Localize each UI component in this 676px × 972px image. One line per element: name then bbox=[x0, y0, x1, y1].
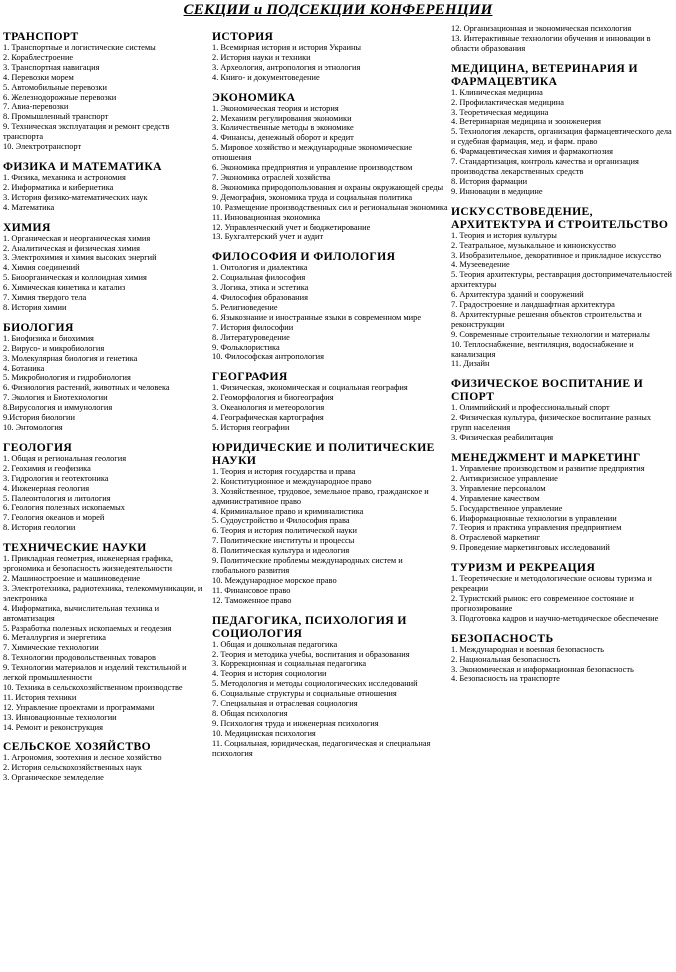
subsection-item: 8. Отраслевой маркетинг bbox=[451, 533, 541, 543]
subsection-item: 6. Экономика предприятия и управление производством bbox=[212, 163, 413, 173]
section-heading: МЕДИЦИНА, ВЕТЕРИНАРИЯ И ФАРМАЦЕВТИКА bbox=[451, 61, 638, 88]
subsection-item: 3. Подготовка кадров и научно-методическое обеспечение bbox=[451, 613, 659, 623]
subsection-list bbox=[451, 88, 673, 197]
subsection-list bbox=[451, 645, 673, 685]
subsection-item: 6. Физиология растений, животных и человека bbox=[3, 383, 170, 393]
section-heading: ХИМИЯ bbox=[3, 220, 51, 234]
subsection-item: 3. Транспортная навигация bbox=[3, 62, 100, 72]
subsection-item: 9.История биологии bbox=[3, 413, 75, 423]
subsection-item: 13. Бухгалтерский учет и аудит bbox=[212, 232, 324, 242]
subsection-item: 2. Социальная философия bbox=[212, 273, 306, 283]
subsection-list bbox=[212, 263, 448, 362]
subsection-item: 10. Размещение производственных сил и региональная экономика bbox=[212, 202, 448, 212]
subsection-list bbox=[212, 640, 448, 759]
section bbox=[3, 160, 208, 213]
subsection-item: 2. Туристский рынок: его современное состояние и прогнозирование bbox=[451, 593, 634, 613]
subsection-item: 9. Политические проблемы международных систем и глобального развития bbox=[212, 556, 403, 575]
section bbox=[451, 561, 673, 624]
subsection-list bbox=[451, 24, 673, 54]
subsection-item: 6. Геология полезных ископаемых bbox=[3, 503, 125, 513]
subsection-item: 4. Книго- и документоведение bbox=[212, 72, 320, 82]
section-heading: ТРАНСПОРТ bbox=[3, 30, 79, 43]
subsection-item: 1. Теория и история государства и права bbox=[212, 466, 356, 476]
section-heading: МЕНЕДЖМЕНТ И МАРКЕТИНГ bbox=[451, 451, 641, 464]
subsection-item: 2. Физическая культура, физическое воспитание разных групп населения bbox=[451, 413, 652, 433]
subsection-item: 1. Физика, механика и астрономия bbox=[3, 172, 126, 182]
subsection-item: 1. Всемирная история и история Украины bbox=[212, 43, 362, 52]
subsection-list bbox=[3, 43, 208, 152]
subsection-item: 10. Медицинская психология bbox=[212, 728, 316, 738]
subsection-item: 3. Электрохимия и химия высоких энергий bbox=[3, 253, 157, 263]
subsection-item: 7. Химические технологии bbox=[3, 643, 99, 653]
subsection-list bbox=[451, 464, 673, 553]
section bbox=[3, 541, 208, 732]
section-heading: ИСТОРИЯ bbox=[212, 30, 274, 43]
subsection-item: 3. Гидрология и геотектоника bbox=[3, 473, 109, 483]
subsection-item: 5. Религиоведение bbox=[212, 302, 278, 312]
subsection-item: 9. Психология труда и инженерная психология bbox=[212, 718, 379, 728]
subsection-item: 3. Логика, этика и эстетика bbox=[212, 283, 309, 293]
subsection-item: 5. Разработка полезных ископаемых и геодезия bbox=[3, 623, 172, 633]
subsection-item: 6. Металлургия и энергетика bbox=[3, 633, 106, 643]
subsection-item: 5. Государственное управление bbox=[451, 503, 563, 513]
subsection-list bbox=[451, 574, 673, 624]
subsection-item: 8. Архитектурные решения объектов строительства и реконструкции bbox=[451, 309, 642, 329]
subsection-item: 8. Промышленный транспорт bbox=[3, 112, 109, 122]
section bbox=[451, 377, 673, 443]
subsection-list bbox=[3, 334, 208, 433]
subsection-item: 4. Финансы, денежный оборот и кредит bbox=[212, 133, 354, 143]
subsection-item: 10. Энтомология bbox=[3, 423, 63, 432]
subsection-item: 3. Управление персоналом bbox=[451, 483, 546, 493]
subsection-item: 1. Онтология и диалектика bbox=[212, 263, 308, 273]
section bbox=[212, 30, 448, 83]
subsection-item: 4. Перевозки морем bbox=[3, 72, 74, 82]
subsection-item: 12. Организационная и экономическая психология bbox=[451, 24, 632, 33]
subsection-item: 2. Машиностроение и машиноведение bbox=[3, 573, 141, 583]
subsection-item: 5. Биоорганическая и коллоидная химия bbox=[3, 273, 147, 283]
subsection-item: 3. Молекулярная биология и генетика bbox=[3, 353, 138, 363]
subsection-item: 4. Инженерная геология bbox=[3, 483, 90, 493]
subsection-item: 7. История философии bbox=[212, 322, 294, 332]
subsection-item: 4. Информатика, вычислительная техника и автоматизация bbox=[3, 603, 160, 623]
subsection-item: 1. Биофизика и биохимия bbox=[3, 333, 94, 343]
subsection-list bbox=[212, 43, 448, 83]
section bbox=[212, 614, 448, 759]
subsection-item: 6. Фармацевтическая химия и фармакогнозия bbox=[451, 147, 613, 157]
subsection-item: 4. Философия образования bbox=[212, 293, 308, 303]
subsection-list bbox=[212, 383, 448, 433]
subsection-item: 7. Специальная и отраслевая социология bbox=[212, 699, 358, 709]
subsection-list bbox=[3, 173, 208, 213]
section-heading: ТЕХНИЧЕСКИЕ НАУКИ bbox=[3, 541, 147, 555]
subsection-item: 3. Теоретическая медицина bbox=[451, 107, 549, 117]
subsection-item: 2. Антикризисное управление bbox=[451, 473, 558, 483]
page-title: СЕКЦИИ и ПОДСЕКЦИИ КОНФЕРЕНЦИИ bbox=[183, 2, 493, 18]
subsection-item: 8. Литературоведение bbox=[212, 332, 290, 342]
subsection-item: 4. Управление качеством bbox=[451, 493, 540, 503]
subsection-item: 7. Градостроение и ландшафтная архитектура bbox=[451, 300, 615, 310]
subsection-item: 11. История техники bbox=[3, 692, 77, 702]
subsection-item: 6. Теория и история политической науки bbox=[212, 526, 357, 536]
section-heading: ФИЗИЧЕСКОЕ ВОСПИТАНИЕ И СПОРТ bbox=[451, 377, 644, 404]
section-heading: ИСКУССТВОВЕДЕНИЕ, АРХИТЕКТУРА И СТРОИТЕЛЬСТВО bbox=[451, 204, 669, 231]
subsection-item: 3. Количественные методы в экономике bbox=[212, 123, 354, 133]
subsection-item: 12. Таможенное право bbox=[212, 595, 292, 605]
subsection-list bbox=[212, 104, 448, 243]
subsection-item: 5. Автомобильные перевозки bbox=[3, 82, 107, 92]
subsection-item: 4. Географическая картография bbox=[212, 413, 324, 423]
subsection-item: 1. Органическая и неорганическая химия bbox=[3, 233, 151, 243]
subsection-item: 2. Теория и методика учебы, воспитания и образования bbox=[212, 649, 410, 659]
subsection-item: 10. Философская антропология bbox=[212, 352, 324, 362]
subsection-item: 5. Технология лекарств, организация фармацевтического дела и судебная фармация, мед. и фарм. право bbox=[451, 127, 672, 147]
subsection-item: 7. Авиа-перевозки bbox=[3, 102, 69, 112]
subsection-list bbox=[451, 403, 673, 443]
subsection-item: 8. Общая психология bbox=[212, 708, 288, 718]
subsection-list bbox=[451, 231, 673, 370]
subsection-item: 7. Экономика отраслей хозяйства bbox=[212, 172, 331, 182]
subsection-item: 7. Теория и практика управления предприятием bbox=[451, 523, 622, 533]
subsection-item: 14. Ремонт и реконструкция bbox=[3, 722, 103, 732]
subsection-item: 2. История науки и техники bbox=[212, 52, 311, 62]
subsection-item: 8. Экономика природопользования и охраны окружающей среды bbox=[212, 182, 444, 192]
subsection-item: 7. Экология и Биотехнологии bbox=[3, 393, 108, 403]
subsection-item: 3. Археология, антропология и этнология bbox=[212, 62, 361, 72]
subsection-item: 2. Геохимия и геофизика bbox=[3, 463, 91, 473]
subsection-item: 1. Управление производством и развитие предприятия bbox=[451, 464, 645, 473]
subsection-item: 10. Техника в сельскохозяйственном производстве bbox=[3, 682, 183, 692]
subsection-item: 8. История фармации bbox=[451, 176, 528, 186]
subsection-item: 7. Политические институты и процессы bbox=[212, 536, 355, 546]
subsection-list bbox=[3, 234, 208, 313]
subsection-list bbox=[3, 753, 208, 783]
subsection-item: 1. Олимпийский и профессиональный спорт bbox=[451, 403, 610, 413]
subsection-item: 6. Языкознание и иностранные языки в современном мире bbox=[212, 312, 422, 322]
section bbox=[212, 250, 448, 362]
subsection-item: 5. Теория архитектуры, реставрация достопримечательностей архитектуры bbox=[451, 270, 673, 290]
column-middle bbox=[212, 30, 448, 758]
subsection-item: 4. Математика bbox=[3, 202, 55, 212]
subsection-item: 9. Техническая эксплуатация и ремонт средств транспорта bbox=[3, 122, 170, 142]
subsection-item: 8. История химии bbox=[3, 302, 67, 312]
section bbox=[212, 441, 448, 606]
section-heading: ЭКОНОМИКА bbox=[212, 90, 296, 104]
subsection-item: 4. Криминальное право и криминалистика bbox=[212, 506, 364, 516]
subsection-item: 1. Прикладная геометрия, инженерная графика, эргономика и безопасность жизнедеятельности bbox=[3, 554, 173, 574]
subsection-item: 5. Судоустройство и Философия права bbox=[212, 516, 350, 526]
subsection-item: 11. Инновационная экономика bbox=[212, 212, 321, 222]
subsection-item: 1. Международная и военная безопасность bbox=[451, 644, 604, 654]
subsection-item: 9. Проведение маркетинговых исследований bbox=[451, 543, 610, 553]
subsection-item: 4. Безопасность на транспорте bbox=[451, 674, 560, 684]
subsection-item: 3. Органическое земледелие bbox=[3, 773, 104, 783]
subsection-item: 1. Экономическая теория и история bbox=[212, 103, 339, 113]
subsection-item: 9. Демография, экономика труда и социальная политика bbox=[212, 192, 413, 202]
section-heading: ГЕОЛОГИЯ bbox=[3, 440, 73, 454]
subsection-item: 6. Железнодорожные перевозки bbox=[3, 92, 117, 102]
subsection-item: 2. Театральное, музыкальное и киноискусство bbox=[451, 240, 616, 250]
section-heading: ГЕОГРАФИЯ bbox=[212, 370, 288, 384]
subsection-item: 3. Экономическая и информационная безопасность bbox=[451, 664, 634, 674]
section bbox=[212, 370, 448, 433]
section bbox=[3, 441, 208, 533]
subsection-item: 7. Стандартизация, контроль качества и организация производства лекарственных средств bbox=[451, 157, 639, 176]
subsection-item: 5. Микробиология и гидробиология bbox=[3, 373, 131, 383]
subsection-item: 3. Электротехника, радиотехника, телекоммуникации, и электроника bbox=[3, 583, 203, 603]
subsection-item: 5. Мировое хозяйство и международные экономические отношения bbox=[212, 143, 413, 163]
section bbox=[451, 451, 673, 553]
subsection-item: 1. Теория и история культуры bbox=[451, 230, 557, 240]
subsection-item: 2. Информатика и кибернетика bbox=[3, 182, 114, 192]
subsection-item: 3. История физико-математических наук bbox=[3, 192, 148, 202]
section-heading: ТУРИЗМ И РЕКРЕАЦИЯ bbox=[451, 561, 596, 575]
section bbox=[3, 740, 208, 783]
subsection-item: 3. Океанология и метеорология bbox=[212, 403, 325, 413]
subsection-item: 2. История сельскохозяйственных наук bbox=[3, 763, 142, 773]
subsection-item: 10. Международное морское право bbox=[212, 575, 337, 585]
subsection-item: 11. Дизайн bbox=[451, 359, 490, 369]
subsection-item: 4. Ботаника bbox=[3, 363, 45, 373]
subsection-item: 12. Управление проектами и программами bbox=[3, 702, 155, 712]
subsection-item: 3. Физическая реабилитация bbox=[451, 433, 554, 443]
subsection-item: 5. Палеонтология и литология bbox=[3, 493, 111, 503]
subsection-item: 8. Политическая культура и идеология bbox=[212, 546, 350, 556]
section bbox=[451, 62, 673, 197]
subsection-item: 1. Клиническая медицина bbox=[451, 87, 543, 97]
subsection-item: 13. Интерактивные технологии обучения и инновации в области образования bbox=[451, 33, 651, 53]
subsection-item: 4. Ветеринарная медицина и зоонженерия bbox=[451, 117, 601, 127]
subsection-item: 7. Химия твердого тела bbox=[3, 293, 87, 303]
subsection-item: 8. История геологии bbox=[3, 523, 76, 533]
subsection-item: 10. Электротранспорт bbox=[3, 142, 82, 152]
subsection-item: 1. Теоретические и методологические основы туризма и рекреации bbox=[451, 574, 652, 594]
subsection-item: 4. Теория и история социологии bbox=[212, 669, 327, 679]
subsection-item: 2. Национальная безопасность bbox=[451, 654, 561, 664]
subsection-item: 13. Инновационные технологии bbox=[3, 712, 117, 722]
subsection-item: 1. Транспортные и логистические системы bbox=[3, 43, 156, 52]
subsection-item: 8.Вирусология и иммунология bbox=[3, 403, 113, 413]
section bbox=[451, 205, 673, 370]
subsection-item: 2. Геоморфология и биогеография bbox=[212, 393, 334, 403]
column-right bbox=[451, 24, 673, 684]
section bbox=[212, 91, 448, 243]
subsection-item: 1. Физическая, экономическая и социальная география bbox=[212, 383, 408, 393]
section-heading: ЮРИДИЧЕСКИЕ И ПОЛИТИЧЕСКИЕ НАУКИ bbox=[212, 440, 435, 467]
section bbox=[451, 632, 673, 685]
subsection-item: 9. Технологии материалов и изделий текстильной и легкой промышленности bbox=[3, 663, 187, 683]
subsection-item: 9. Фольклористика bbox=[212, 342, 280, 352]
subsection-item: 1. Общая и региональная геология bbox=[3, 453, 127, 463]
subsection-item: 6. Архитектура зданий и сооружений bbox=[451, 290, 584, 300]
subsection-item: 4. Химия соединений bbox=[3, 263, 80, 273]
subsection-item: 2. Вирусо- и микробиология bbox=[3, 343, 105, 353]
subsection-item: 2. Кораблестроение bbox=[3, 52, 74, 62]
subsection-list bbox=[3, 454, 208, 533]
subsection-item: 10. Теплоснабжение, вентиляция, водоснабжение и канализация bbox=[451, 339, 634, 359]
section bbox=[3, 321, 208, 433]
subsection-item: 1. Общая и дошкольная педагогика bbox=[212, 639, 338, 649]
section-heading: ФИЛОСОФИЯ И ФИЛОЛОГИЯ bbox=[212, 250, 396, 264]
subsection-item: 3. Изобразительное, декоративное и прикладное искусство bbox=[451, 250, 662, 260]
subsection-item: 11. Финансовое право bbox=[212, 585, 291, 595]
subsection-item: 4. Музееведение bbox=[451, 260, 510, 270]
subsection-item: 8. Технологии продовольственных товаров bbox=[3, 653, 156, 663]
subsection-item: 6. Социальные структуры и социальные отношения bbox=[212, 689, 397, 699]
section bbox=[451, 24, 673, 54]
subsection-item: 2. Конституционное и международное право bbox=[212, 476, 372, 486]
section bbox=[3, 30, 208, 152]
subsection-item: 1. Агрономия, зоотехния и лесное хозяйство bbox=[3, 753, 162, 763]
section-heading: БИОЛОГИЯ bbox=[3, 320, 74, 334]
column-left bbox=[3, 30, 208, 783]
subsection-item: 11. Социальная, юридическая, педагогическая и специальная психология bbox=[212, 738, 431, 758]
subsection-item: 6. Информационные технологии в управлении bbox=[451, 513, 617, 523]
subsection-item: 3. Хозяйственное, трудовое, земельное право, гражданское и административное право bbox=[212, 486, 429, 506]
subsection-item: 6. Химическая кинетика и катализ bbox=[3, 283, 126, 293]
section-heading: ФИЗИКА И МАТЕМАТИКА bbox=[3, 159, 162, 173]
subsection-item: 3. Коррекционная и социальная педагогика bbox=[212, 659, 367, 669]
section-heading: БЕЗОПАСНОСТЬ bbox=[451, 631, 554, 645]
subsection-list bbox=[3, 554, 208, 732]
section-heading: ПЕДАГОГИКА, ПСИХОЛОГИЯ И СОЦИОЛОГИЯ bbox=[212, 613, 407, 640]
subsection-item: 2. Механизм регулирования экономики bbox=[212, 113, 352, 123]
section bbox=[3, 221, 208, 313]
subsection-item: 2. Профилактическая медицина bbox=[451, 97, 564, 107]
subsection-item: 12. Управленческий учет и бюджетирование bbox=[212, 222, 371, 232]
subsection-item: 9. Инновации в медицине bbox=[451, 186, 543, 196]
subsection-list bbox=[212, 467, 448, 606]
subsection-item: 5. История географии bbox=[212, 423, 290, 432]
subsection-item: 2. Аналитическая и физическая химия bbox=[3, 243, 140, 253]
subsection-item: 9. Современные строительные технологии и материалы bbox=[451, 329, 650, 339]
section-heading: СЕЛЬСКОЕ ХОЗЯЙСТВО bbox=[3, 740, 152, 754]
subsection-item: 5. Методология и методы социологических исследований bbox=[212, 679, 418, 689]
subsection-item: 7. Геология океанов и морей bbox=[3, 513, 105, 523]
